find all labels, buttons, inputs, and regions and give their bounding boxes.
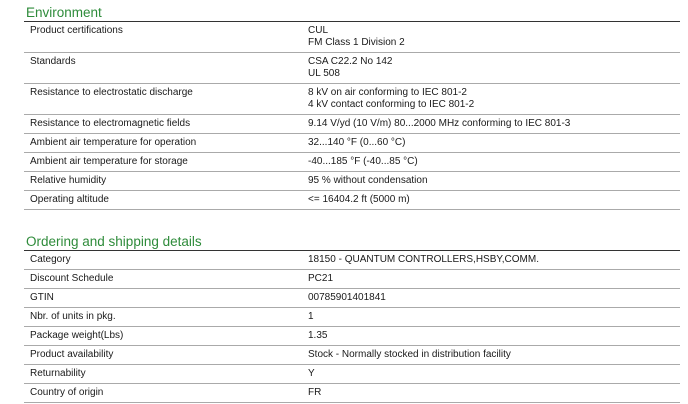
table-row: [24, 172, 680, 191]
value-line: Y: [308, 368, 315, 379]
ordering-section: [24, 234, 680, 403]
row-label: Discount Schedule: [24, 270, 302, 289]
table-row: [24, 365, 680, 384]
row-label: Ambient air temperature for operation: [24, 134, 302, 153]
row-label: Standards: [24, 53, 302, 84]
row-value: [302, 308, 680, 327]
row-label: Product certifications: [24, 22, 302, 53]
row-label: Resistance to electrostatic discharge: [24, 84, 302, 115]
row-value: [302, 191, 680, 210]
table-row: [24, 251, 680, 270]
row-value: [302, 327, 680, 346]
value-line: 1: [308, 311, 314, 322]
value-line: -40...185 °F (-40...85 °C): [308, 156, 418, 167]
row-label: Resistance to electromagnetic fields: [24, 115, 302, 134]
value-line: <= 16404.2 ft (5000 m): [308, 194, 410, 205]
value-line: 18150 - QUANTUM CONTROLLERS,HSBY,COMM.: [308, 254, 539, 265]
table-row: [24, 327, 680, 346]
row-label: GTIN: [24, 289, 302, 308]
value-line: FR: [308, 387, 322, 398]
value-line: 32...140 °F (0...60 °C): [308, 137, 406, 148]
row-label: Relative humidity: [24, 172, 302, 191]
table-row: [24, 115, 680, 134]
row-value: [302, 172, 680, 191]
value-line: 95 % without condensation: [308, 175, 428, 186]
value-line: 8 kV on air conforming to IEC 801-2: [308, 87, 467, 98]
row-value: [302, 289, 680, 308]
ordering-table: [24, 251, 680, 403]
table-row: [24, 270, 680, 289]
value-line: CUL: [308, 25, 329, 36]
row-label: Package weight(Lbs): [24, 327, 302, 346]
row-label: Nbr. of units in pkg.: [24, 308, 302, 327]
row-value: [302, 84, 680, 115]
row-value: [302, 346, 680, 365]
value-line: CSA C22.2 No 142: [308, 56, 393, 67]
row-value: [302, 251, 680, 270]
table-row: [24, 384, 680, 403]
row-value: [302, 365, 680, 384]
row-label: Returnability: [24, 365, 302, 384]
table-row: [24, 346, 680, 365]
table-row: [24, 308, 680, 327]
table-row: [24, 134, 680, 153]
table-row: [24, 22, 680, 53]
row-label: Product availability: [24, 346, 302, 365]
row-value: [302, 153, 680, 172]
value-line: 4 kV contact conforming to IEC 801-2: [308, 99, 475, 110]
row-value: [302, 384, 680, 403]
row-value: [302, 270, 680, 289]
value-line: 1.35: [308, 330, 328, 341]
table-row: [24, 289, 680, 308]
ordering-title: Ordering and shipping details: [24, 234, 680, 251]
value-line: Stock - Normally stocked in distribution facility: [308, 349, 511, 360]
table-row: [24, 153, 680, 172]
table-row: [24, 191, 680, 210]
row-label: Ambient air temperature for storage: [24, 153, 302, 172]
row-label: Country of origin: [24, 384, 302, 403]
environment-table: [24, 22, 680, 210]
row-label: Operating altitude: [24, 191, 302, 210]
environment-title: Environment: [24, 5, 680, 22]
value-line: PC21: [308, 273, 334, 284]
environment-section: [24, 5, 680, 210]
row-label: Category: [24, 251, 302, 270]
value-line: UL 508: [308, 68, 340, 79]
value-line: FM Class 1 Division 2: [308, 37, 405, 48]
value-line: 9.14 V/yd (10 V/m) 80...2000 MHz conforming to IEC 801-3: [308, 118, 571, 129]
table-row: [24, 53, 680, 84]
row-value: [302, 115, 680, 134]
value-line: 00785901401841: [308, 292, 386, 303]
row-value: [302, 53, 680, 84]
row-value: [302, 22, 680, 53]
row-value: [302, 134, 680, 153]
table-row: [24, 84, 680, 115]
